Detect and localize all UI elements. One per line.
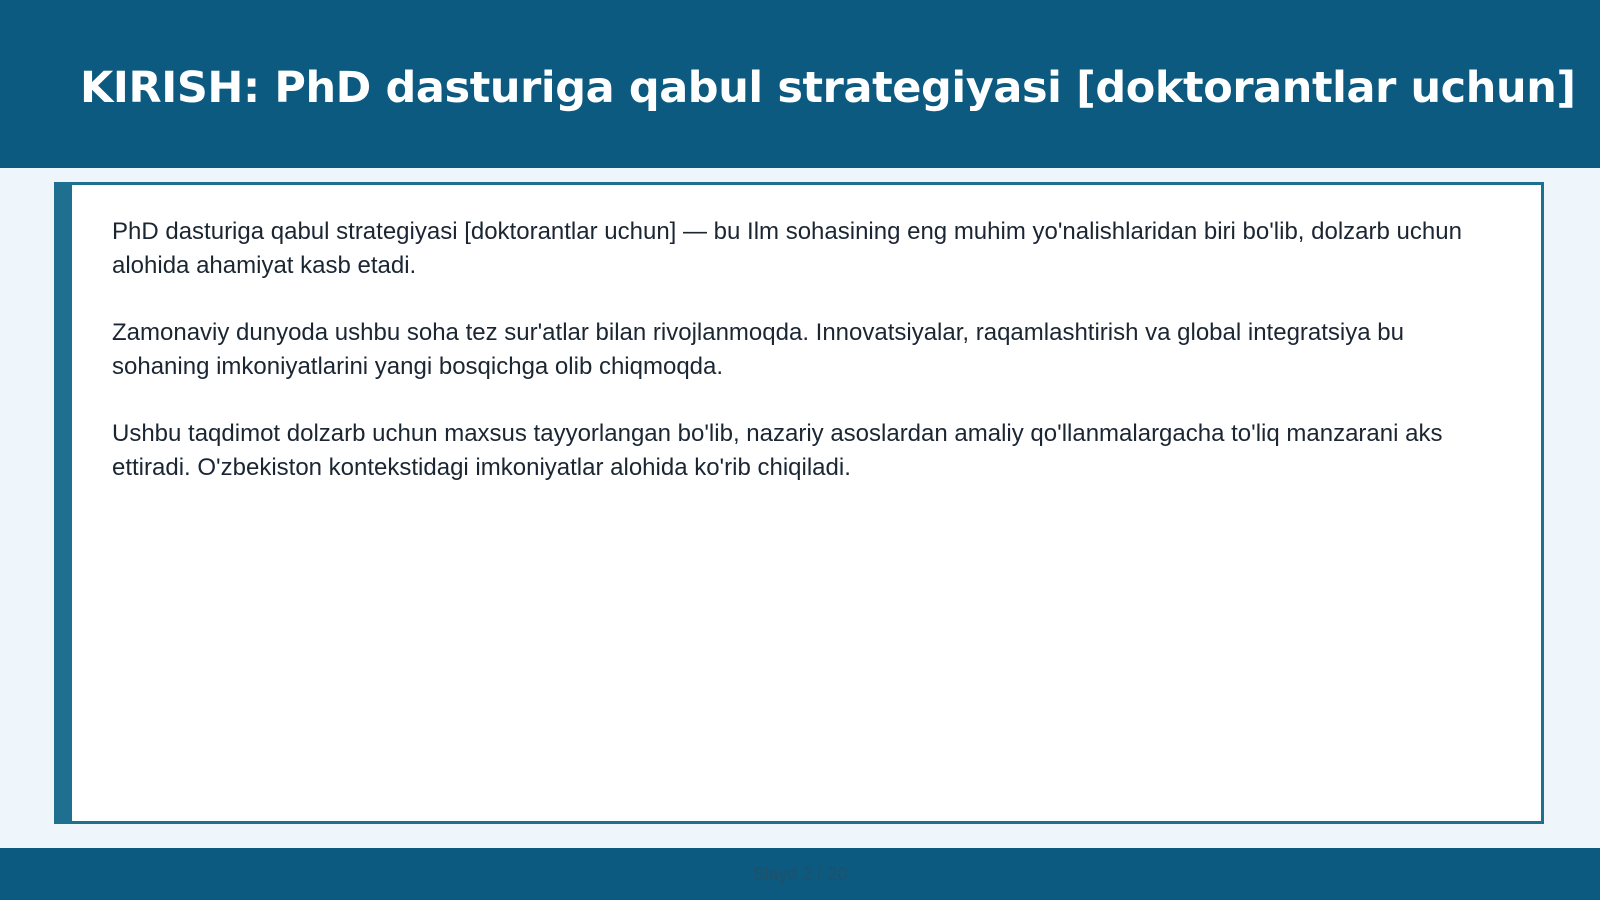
paragraph-intro: PhD dasturiga qabul strategiyasi [doktorantlar uchun] — bu Ilm sohasining eng muhim yo'nalishlaridan biri bo'lib, dolzarb uchun alohida ahamiyat kasb etadi. <box>112 218 1462 279</box>
slide-title: KIRISH: PhD dasturiga qabul strategiyasi [doktorantlar uchun] <box>80 63 1576 113</box>
content-text <box>112 215 1493 518</box>
content-card <box>54 182 1544 824</box>
title-bar <box>0 0 1600 168</box>
paragraph-modern-world: Zamonaviy dunyoda ushbu soha tez sur'atlar bilan rivojlanmoqda. Innovatsiyalar, raqamlashtirish va global integratsiya bu sohaning imkoniyatlarini yangi bosqichga olib chiqmoqda. <box>112 319 1404 380</box>
slide-number: Slayd 2 / 20 <box>752 864 848 884</box>
paragraph-presentation-scope: Ushbu taqdimot dolzarb uchun maxsus tayyorlangan bo'lib, nazariy asoslardan amaliy qo'llanmalargacha to'liq manzarani aks ettiradi. O'zbekiston kontekstidagi imkoniyatlar alohida ko'rib chiqiladi. <box>112 420 1443 481</box>
footer-bar <box>0 848 1600 900</box>
